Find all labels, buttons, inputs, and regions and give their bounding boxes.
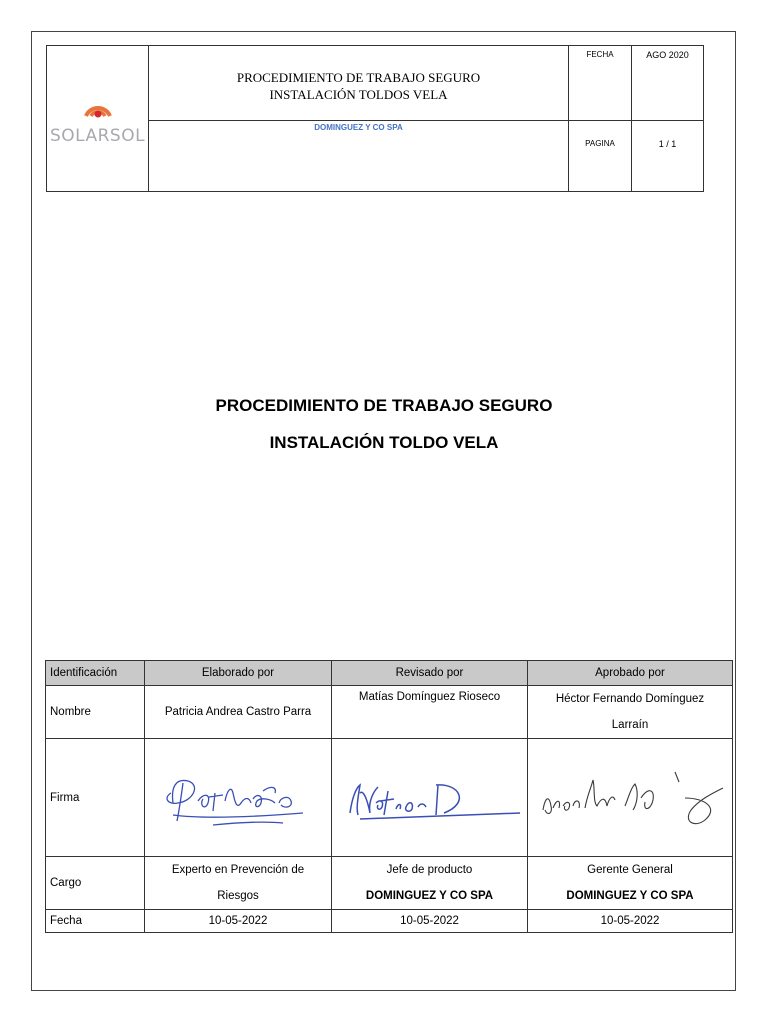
firma-aprobado	[528, 739, 733, 857]
firma-row	[46, 739, 733, 857]
fecha-row-label: Fecha	[46, 910, 145, 933]
nombre-row	[46, 686, 733, 739]
signature-patricia-icon	[153, 763, 323, 833]
header-elaborado: Elaborado por	[145, 661, 332, 686]
pagina-label: PAGINA	[569, 121, 632, 192]
cargo-aprobado	[528, 857, 733, 910]
cargo-aprobado-line2: DOMINGUEZ Y CO SPA	[566, 890, 694, 902]
cargo-elaborado	[145, 857, 332, 910]
approval-table	[45, 660, 733, 933]
header-title-line1: PROCEDIMIENTO DE TRABAJO SEGURO	[236, 70, 481, 85]
cargo-row	[46, 857, 733, 910]
signature-matias-icon	[340, 763, 520, 833]
pagina-value: 1 / 1	[632, 121, 704, 192]
cover-title-line2: INSTALACIÓN TOLDO VELA	[269, 433, 499, 452]
approval-header-row	[46, 661, 733, 686]
signature-hector-icon	[535, 758, 725, 838]
cargo-revisado	[332, 857, 528, 910]
cargo-label: Cargo	[46, 857, 145, 910]
fecha-revisado: 10-05-2022	[332, 910, 528, 933]
fecha-value: AGO 2020	[632, 46, 704, 121]
header-aprobado: Aprobado por	[528, 661, 733, 686]
header-company	[149, 121, 569, 192]
cargo-revisado-line2: DOMINGUEZ Y CO SPA	[365, 890, 494, 902]
firma-revisado	[332, 739, 528, 857]
nombre-aprobado: Héctor Fernando Domínguez Larraín	[528, 686, 733, 739]
fecha-row	[46, 910, 733, 933]
header-title	[149, 46, 569, 121]
nombre-elaborado: Patricia Andrea Castro Parra	[145, 686, 332, 739]
fecha-aprobado: 10-05-2022	[528, 910, 733, 933]
cargo-revisado-line1: Jefe de producto	[386, 864, 473, 876]
document-header	[46, 45, 704, 192]
firma-label: Firma	[46, 739, 145, 857]
nombre-revisado: Matías Domínguez Rioseco	[332, 686, 528, 739]
fecha-label: FECHA	[569, 46, 632, 121]
logo-text: SOLARSOL	[49, 125, 146, 146]
cargo-aprobado-line1: Gerente General	[587, 864, 673, 876]
fecha-elaborado: 10-05-2022	[145, 910, 332, 933]
header-identificacion: Identificación	[46, 661, 145, 686]
header-title-line2: INSTALACIÓN TOLDOS VELA	[269, 87, 448, 102]
solarsol-logo-icon	[80, 92, 116, 124]
firma-elaborado	[145, 739, 332, 857]
cargo-elaborado-line1: Experto en Prevención de	[171, 864, 305, 876]
cargo-elaborado-line2: Riesgos	[217, 890, 259, 902]
logo-cell	[47, 46, 149, 192]
cover-title-line1: PROCEDIMIENTO DE TRABAJO SEGURO	[215, 396, 553, 415]
nombre-label: Nombre	[46, 686, 145, 739]
company-name: DOMINGUEZ Y CO SPA	[314, 123, 403, 132]
header-revisado: Revisado por	[332, 661, 528, 686]
